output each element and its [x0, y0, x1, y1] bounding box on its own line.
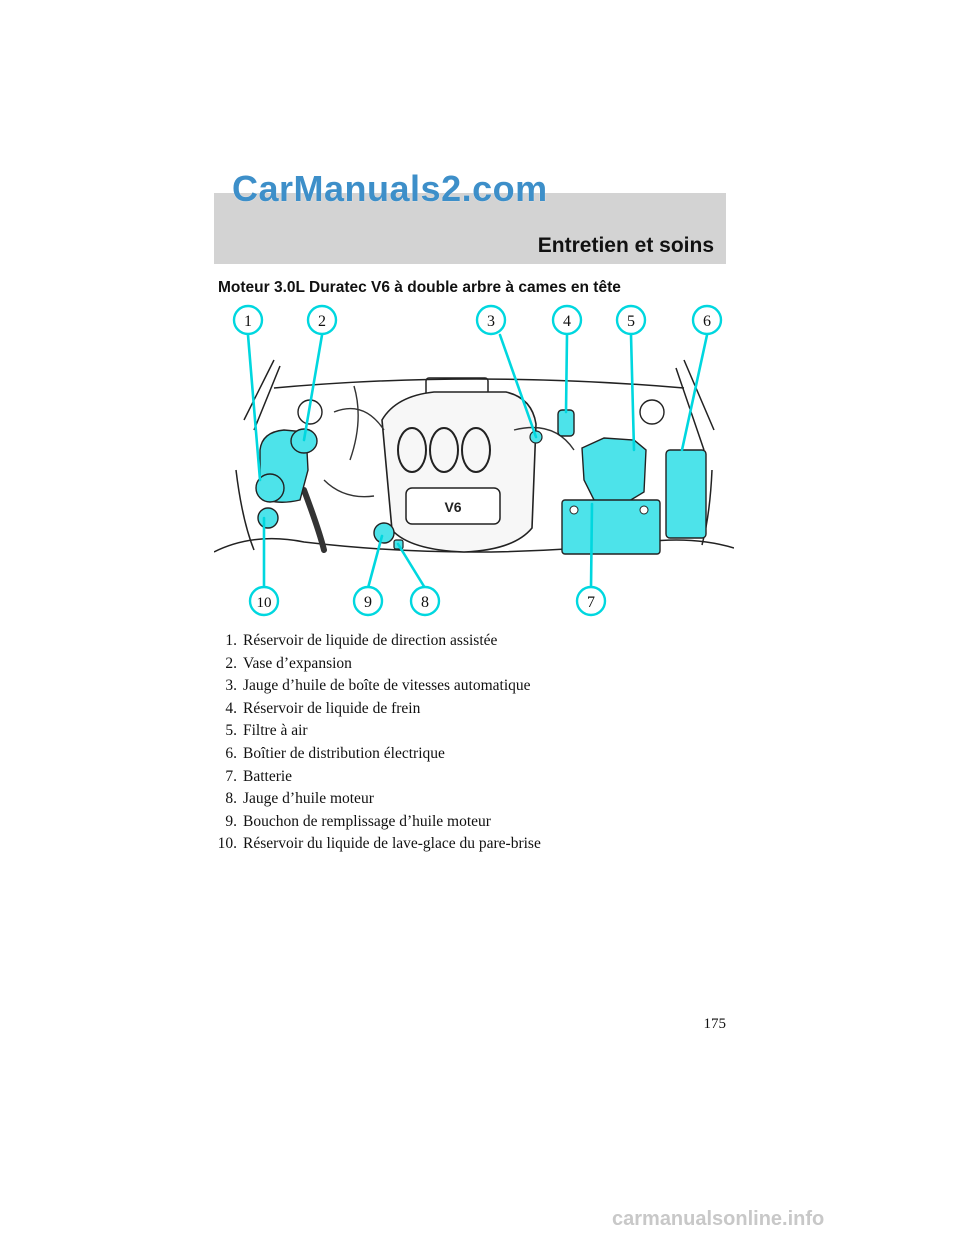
legend-text: Vase d’expansion	[243, 654, 352, 672]
legend-item	[207, 833, 727, 856]
watermark-carmanualsonline: carmanualsonline.info	[612, 1208, 825, 1230]
battery-terminal-right	[640, 506, 648, 514]
legend-number: 9.	[225, 812, 237, 830]
air-filter-box	[582, 438, 646, 504]
section-title: Moteur 3.0L Duratec V6 à double arbre à cames en tête	[218, 279, 621, 296]
legend-number: 2.	[225, 654, 237, 672]
legend-text: Réservoir de liquide de frein	[243, 699, 421, 717]
washer-reservoir-cap	[258, 508, 278, 528]
callout-1	[234, 306, 262, 334]
svg-text:10: 10	[256, 595, 272, 611]
legend-text: Boîtier de distribution électrique	[243, 744, 445, 762]
legend-number: 7.	[225, 767, 237, 785]
engine-block	[382, 392, 536, 552]
svg-text:9: 9	[364, 594, 372, 611]
legend-text: Batterie	[243, 767, 293, 785]
legend-item	[207, 766, 727, 789]
leader-line-5	[631, 335, 634, 450]
svg-text:4: 4	[563, 313, 571, 330]
legend-text: Réservoir de liquide de direction assistée	[243, 632, 498, 649]
legend-text: Réservoir du liquide de lave-glace du pare-brise	[243, 835, 541, 853]
svg-text:6: 6	[703, 313, 711, 330]
header-title: Entretien et soins	[537, 234, 714, 257]
svg-text:7: 7	[587, 594, 595, 611]
callout-5	[617, 306, 645, 334]
power-distribution-box	[666, 450, 706, 538]
leader-line-7	[591, 504, 592, 588]
legend-text: Filtre à air	[243, 722, 308, 740]
leader-line-9	[368, 536, 382, 588]
callout-8	[411, 587, 439, 615]
watermark-carmanuals2: CarManuals2.com	[232, 168, 548, 209]
callout-6	[693, 306, 721, 334]
strut-mount-right	[640, 400, 664, 424]
legend-number: 8.	[225, 790, 237, 808]
svg-text:3: 3	[487, 313, 495, 330]
legend-item	[207, 630, 727, 653]
callout-10	[250, 587, 278, 615]
callout-7	[577, 587, 605, 615]
legend-number: 5.	[225, 722, 237, 740]
legend-item	[207, 720, 727, 743]
legend-number: 1.	[225, 632, 237, 649]
legend-number: 3.	[225, 677, 237, 695]
legend-number: 4.	[225, 699, 237, 717]
legend-item	[207, 788, 727, 811]
engine-badge: V6	[444, 499, 462, 515]
legend-item	[207, 743, 727, 766]
svg-text:5: 5	[627, 313, 635, 330]
callout-4	[553, 306, 581, 334]
legend-item	[207, 675, 727, 698]
callout-3	[477, 306, 505, 334]
cowl-outline	[274, 379, 684, 388]
svg-text:2: 2	[318, 313, 326, 330]
leader-line-4	[566, 335, 567, 412]
svg-text:8: 8	[421, 594, 429, 611]
legend-text: Bouchon de remplissage d’huile moteur	[243, 812, 491, 830]
brake-fluid-reservoir	[558, 410, 574, 436]
lower-hose	[304, 490, 324, 550]
legend-text: Jauge d’huile de boîte de vitesses automatique	[243, 677, 531, 695]
leader-line-6	[682, 335, 707, 450]
callout-9	[354, 587, 382, 615]
component-legend	[207, 630, 727, 856]
oil-filler-cap	[374, 523, 394, 543]
battery-terminal-left	[570, 506, 578, 514]
legend-text: Jauge d’huile moteur	[243, 790, 374, 808]
legend-item	[207, 653, 727, 676]
legend-item	[207, 811, 727, 834]
page-number: 175	[703, 1016, 726, 1032]
legend-number: 6.	[225, 744, 237, 762]
legend-number: 10.	[217, 835, 237, 853]
callout-2	[308, 306, 336, 334]
legend-item	[207, 698, 727, 721]
svg-text:1: 1	[244, 313, 252, 330]
engine-diagram	[214, 300, 734, 625]
